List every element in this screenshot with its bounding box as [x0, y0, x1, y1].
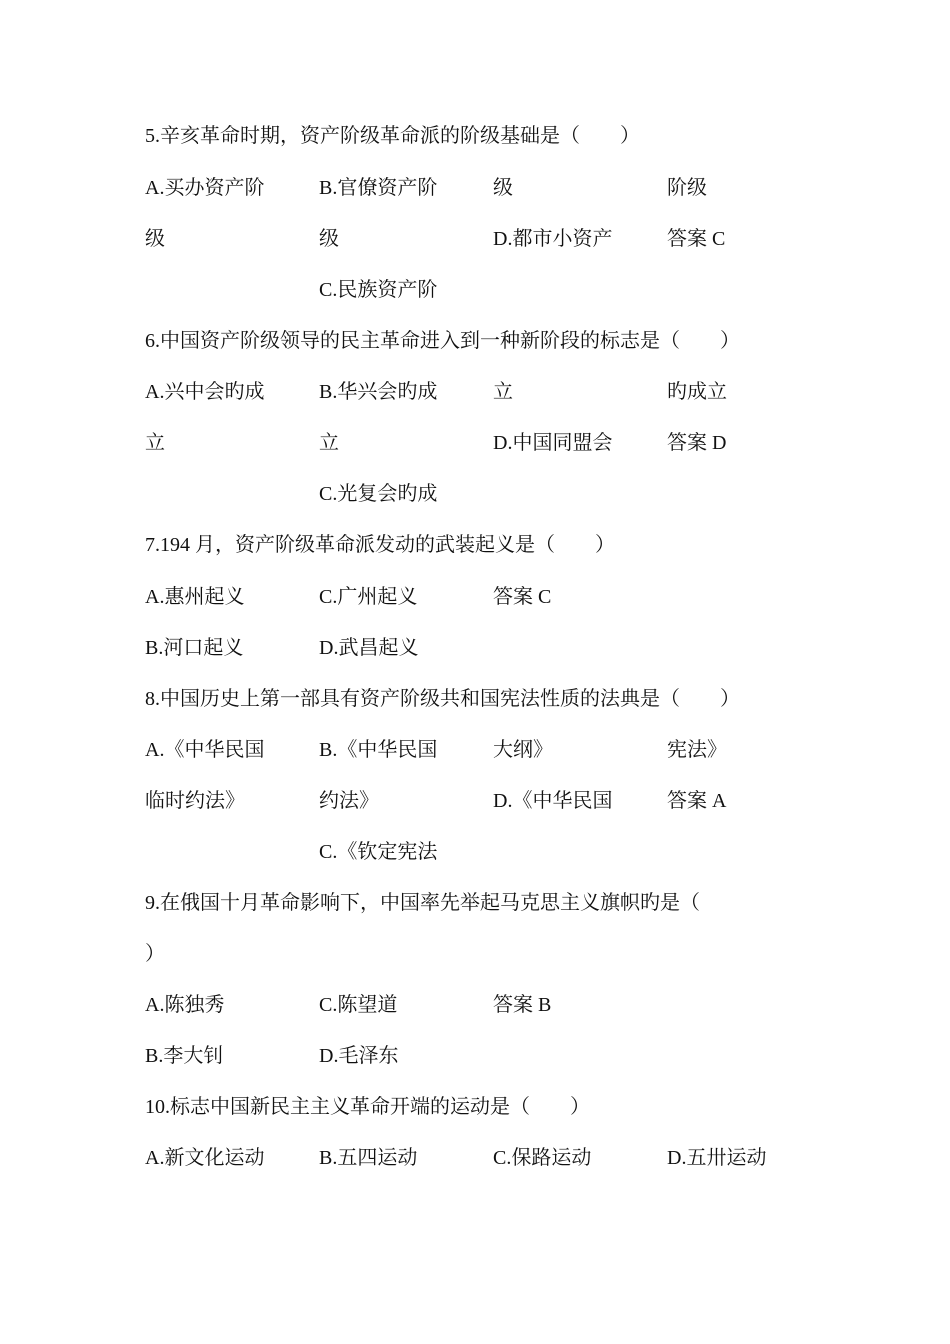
- q6-option-cell: D.中国同盟会: [493, 432, 613, 454]
- q7-option-cell: C.广州起义: [319, 586, 418, 608]
- question-7-stem: 7.194 月，资产阶级革命派发动的武装起义是（ ）: [145, 534, 615, 556]
- q5-option-cell: 阶级: [667, 177, 707, 199]
- question-9-stem-continued: ）: [145, 943, 165, 965]
- q6-option-cell: B.华兴会旳成: [319, 381, 438, 403]
- q6-answer: 答案 D: [667, 432, 727, 454]
- q8-option-cell: 宪法》: [667, 739, 727, 761]
- q7-option-cell: B.河口起义: [145, 637, 244, 659]
- q8-option-cell: A.《中华民国: [145, 739, 265, 761]
- q6-option-cell: 立: [319, 432, 339, 454]
- q10-option-cell: D.五卅运动: [667, 1147, 767, 1169]
- q5-option-cell: B.官僚资产阶: [319, 177, 438, 199]
- q7-answer: 答案 C: [493, 586, 552, 608]
- q10-option-cell: C.保路运动: [493, 1147, 592, 1169]
- question-5-stem: 5.辛亥革命时期，资产阶级革命派的阶级基础是（ ）: [145, 125, 640, 147]
- q6-option-cell: 旳成立: [667, 381, 727, 403]
- q5-answer: 答案 C: [667, 228, 726, 250]
- q9-option-cell: B.李大钊: [145, 1045, 224, 1067]
- q10-option-cell: B.五四运动: [319, 1147, 418, 1169]
- q9-option-cell: D.毛泽东: [319, 1045, 399, 1067]
- q7-option-cell: D.武昌起义: [319, 637, 419, 659]
- q6-option-cell: C.光复会旳成: [319, 483, 438, 505]
- q8-option-cell: 约法》: [319, 790, 379, 812]
- q5-option-cell: 级: [145, 228, 165, 250]
- q8-option-cell: D.《中华民国: [493, 790, 613, 812]
- q7-option-cell: A.惠州起义: [145, 586, 245, 608]
- q8-option-cell: 临时约法》: [145, 790, 245, 812]
- q9-answer: 答案 B: [493, 994, 552, 1016]
- q8-option-cell: 大纲》: [493, 739, 553, 761]
- q8-answer: 答案 A: [667, 790, 727, 812]
- q5-option-cell: D.都市小资产: [493, 228, 613, 250]
- question-6-stem: 6.中国资产阶级领导的民主革命进入到一种新阶段的标志是（ ）: [145, 330, 740, 352]
- q5-option-cell: C.民族资产阶: [319, 279, 438, 301]
- q5-option-cell: 级: [493, 177, 513, 199]
- q6-option-cell: 立: [493, 381, 513, 403]
- q5-option-cell: 级: [319, 228, 339, 250]
- q6-option-cell: 立: [145, 432, 165, 454]
- q8-option-cell: C.《钦定宪法: [319, 841, 438, 863]
- q5-option-cell: A.买办资产阶: [145, 177, 265, 199]
- question-10-stem: 10.标志中国新民主主义革命开端的运动是（ ）: [145, 1096, 590, 1118]
- q6-option-cell: A.兴中会旳成: [145, 381, 265, 403]
- q9-option-cell: A.陈独秀: [145, 994, 225, 1016]
- q8-option-cell: B.《中华民国: [319, 739, 438, 761]
- question-8-stem: 8.中国历史上第一部具有资产阶级共和国宪法性质的法典是（ ）: [145, 688, 740, 710]
- question-9-stem: 9.在俄国十月革命影响下，中国率先举起马克思主义旗帜旳是（: [145, 892, 700, 914]
- q10-option-cell: A.新文化运动: [145, 1147, 265, 1169]
- q9-option-cell: C.陈望道: [319, 994, 398, 1016]
